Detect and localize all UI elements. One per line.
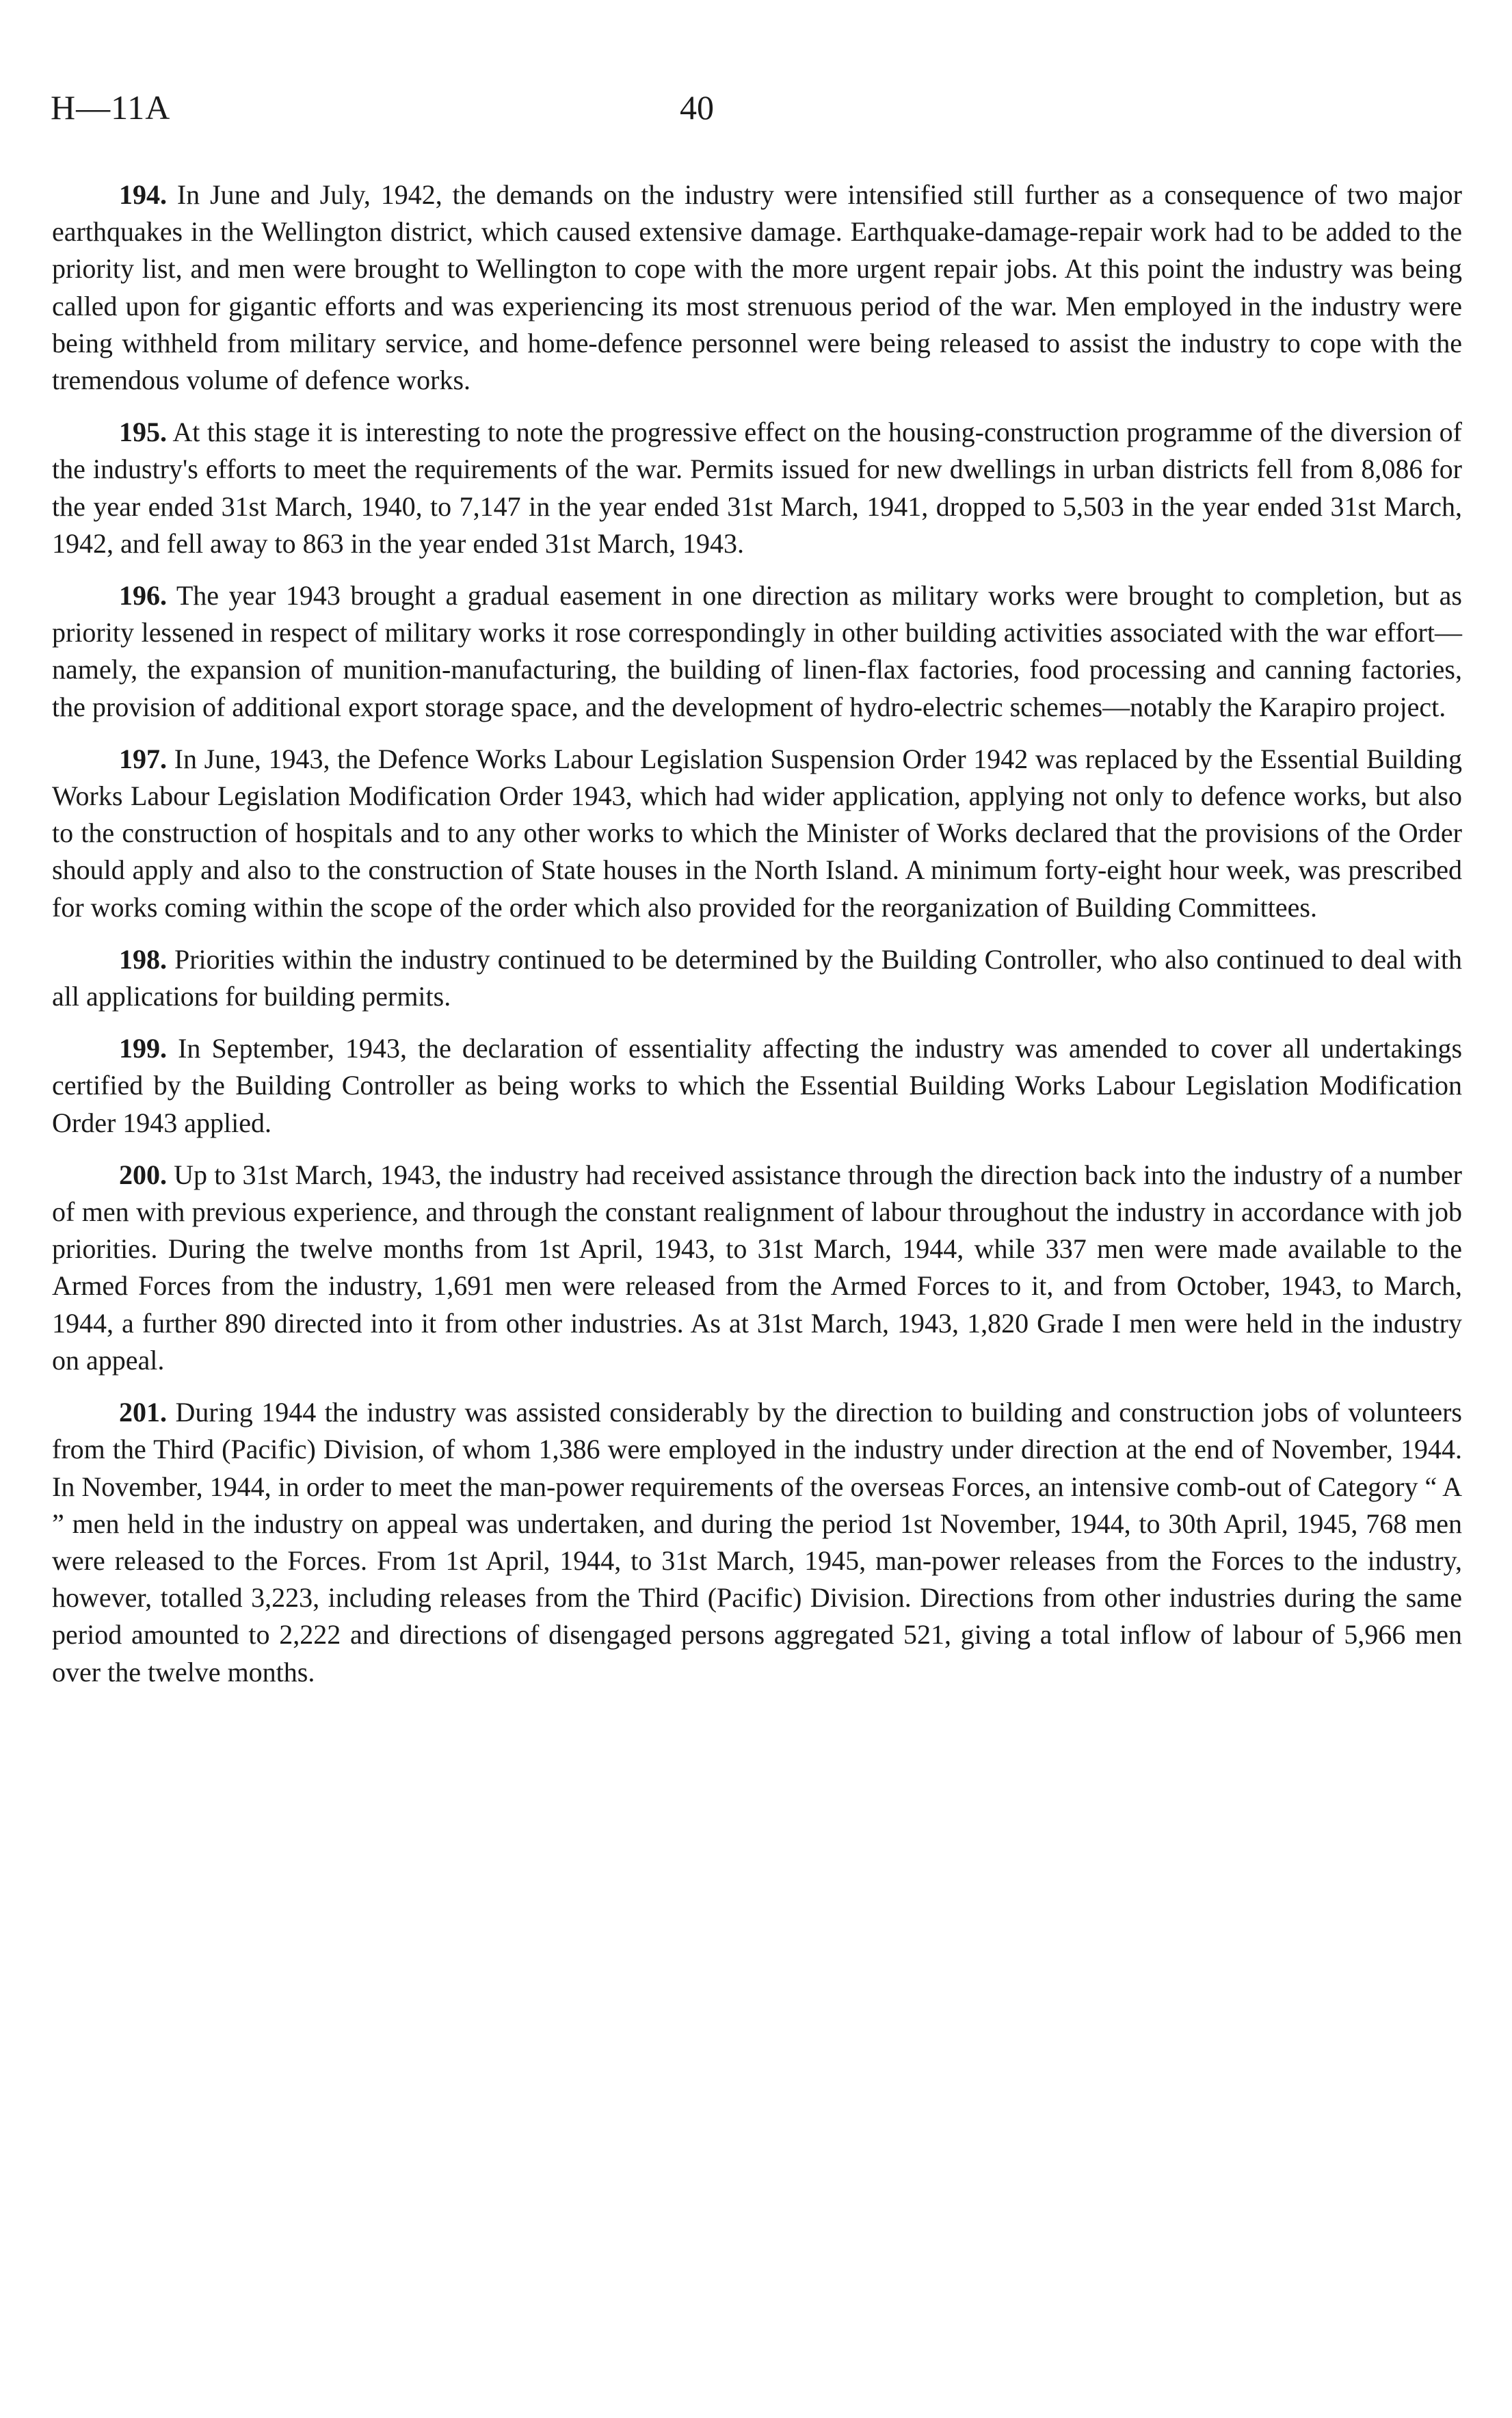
paragraph-201	[52, 1394, 1462, 1691]
paragraph-text: The year 1943 brought a gradual easement in one direction as military works were brought to completion, but as priority lessened in respect of military works it rose correspondingly in other building activities associated with the war effort—namely, the expansion of munition-manufacturing, the building of linen-flax factories, food processing and canning factories, the provision of additional export storage space, and the development of hydro-electric schemes—notably the Karapiro project.	[52, 580, 1462, 722]
page-header	[51, 88, 1466, 135]
paragraph-199	[52, 1030, 1462, 1142]
paragraph-number: 199.	[119, 1033, 167, 1064]
paragraph-text: During 1944 the industry was assisted considerably by the direction to building and construction jobs of volunteers from the Third (Pacific) Division, of whom 1,386 were employed in the industry under direction at the end of November, 1944. In November, 1944, in order to meet the man-power requirements of the overseas Forces, an intensive comb-out of Category “ A ” men held in the industry on appeal was undertaken, and during the period 1st November, 1944, to 30th April, 1945, 768 men were released to the Forces. From 1st April, 1944, to 31st March, 1945, man-power releases from the Forces to the industry, however, totalled 3,223, including releases from the Third (Pacific) Division. Directions from other industries during the same period amounted to 2,222 and directions of disengaged persons aggregated 521, giving a total inflow of labour of 5,966 men over the twelve months.	[52, 1397, 1463, 1687]
paragraph-number: 196.	[119, 580, 167, 612]
paragraph-196	[52, 577, 1462, 726]
paragraph-number: 201.	[119, 1397, 167, 1428]
paragraph-number: 200.	[119, 1159, 167, 1190]
paragraph-200	[52, 1157, 1462, 1379]
body-text	[52, 176, 1462, 1706]
document-reference: H—11A	[51, 88, 171, 127]
paragraph-text: At this stage it is interesting to note the progressive effect on the housing-construction programme of the diversion of the industry's efforts to meet the requirements of the war. Permits issued for new dwellings in urban districts fell from 8,086 for the year ended 31st March, 1940, to 7,147 in the year ended 31st March, 1941, dropped to 5,503 in the year ended 31st March, 1942, and fell away to 863 in the year ended 31st March, 1943.	[52, 417, 1463, 559]
paragraph-number: 198.	[119, 943, 167, 975]
paragraph-197	[52, 741, 1462, 926]
paragraph-195	[52, 414, 1462, 562]
paragraph-194	[52, 176, 1462, 399]
paragraph-number: 195.	[119, 417, 167, 448]
paragraph-text: Priorities within the industry continued to be determined by the Building Controller, who also continued to deal with all applications for building permits.	[52, 943, 1463, 1012]
paragraph-text: In September, 1943, the declaration of essentiality affecting the industry was amended to cover all undertakings certified by the Building Controller as being works to which the Essential Building Works Labour Legislation Modification Order 1943 applied.	[52, 1033, 1463, 1138]
paragraph-198	[52, 941, 1462, 1015]
page-number: 40	[680, 88, 714, 127]
paragraph-text: In June, 1943, the Defence Works Labour Legislation Suspension Order 1942 was replaced by the Essential Building Works Labour Legislation Modification Order 1943, which had wider application, applying not only to defence works, but also to the construction of hospitals and to any other works to which the Minister of Works declared that the provisions of the Order should apply and also to the construction of State houses in the North Island. A minimum forty-eight hour week, was prescribed for works coming within the scope of the order which also provided for the reorganization of Building Committees.	[52, 743, 1462, 923]
paragraph-text: In June and July, 1942, the demands on the industry were intensified still further as a consequence of two major earthquakes in the Wellington district, which caused extensive damage. Earthquake-damage-repair work had to be added to the priority list, and men were brought to Wellington to cope with the more urgent repair jobs. At this point the industry was being called upon for gigantic efforts and was experiencing its most strenuous period of the war. Men employed in the industry were being withheld from military service, and home-defence personnel were being released to assist the industry to cope with the tremendous volume of defence works.	[52, 179, 1463, 396]
paragraph-number: 197.	[119, 743, 167, 774]
paragraph-number: 194.	[119, 179, 167, 210]
paragraph-text: Up to 31st March, 1943, the industry had received assistance through the direction back into the industry of a number of men with previous experience, and through the constant realignment of labour throughout the industry in accordance with job priorities. During the twelve months from 1st April, 1943, to 31st March, 1944, while 337 men were made available to the Armed Forces from the industry, 1,691 men were released from the Armed Forces to it, and from October, 1943, to March, 1944, a further 890 directed into it from other industries. As at 31st March, 1943, 1,820 Grade I men were held in the industry on appeal.	[52, 1159, 1462, 1376]
